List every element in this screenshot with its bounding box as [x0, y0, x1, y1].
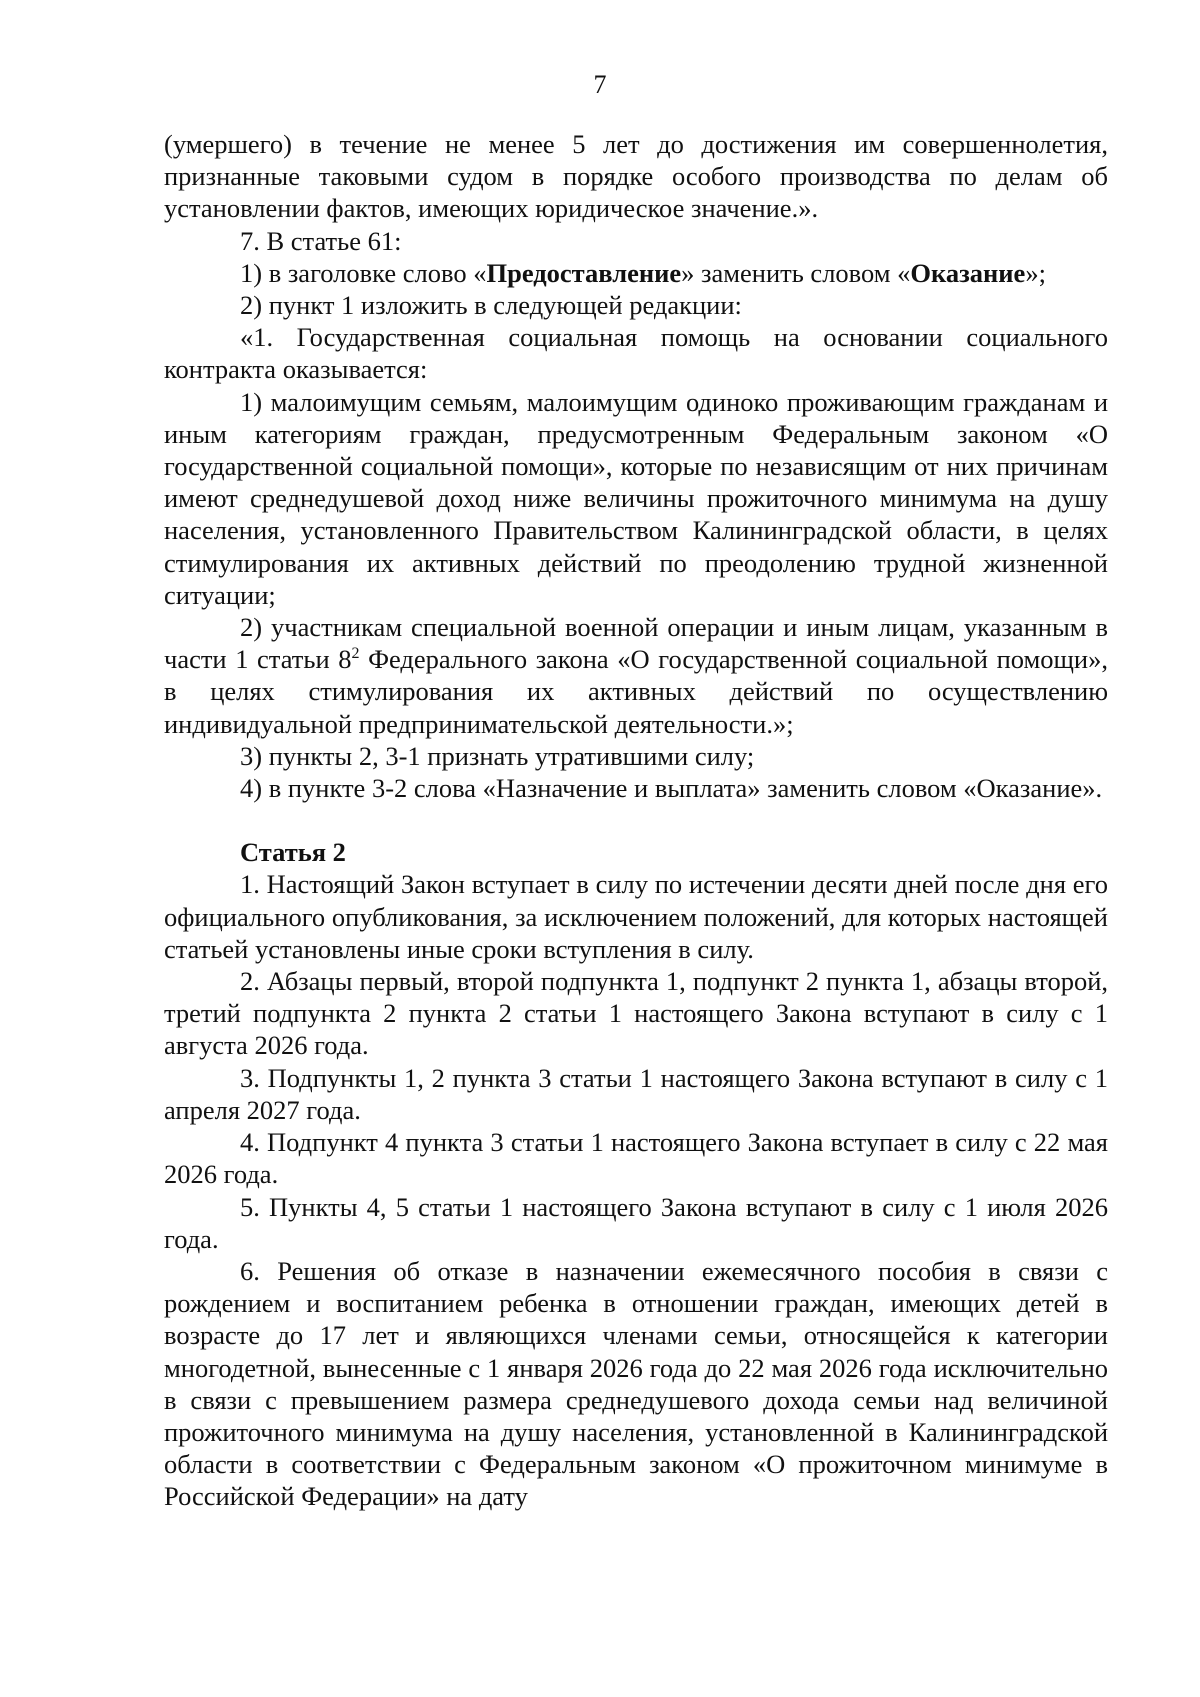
text-run: » заменить словом «: [681, 257, 911, 288]
paragraph-continuation: (умершего) в течение не менее 5 лет до достижения им совершеннолетия, признанные таковыми судом в порядке особого производства по делам об установлении фактов, имеющих юридическое значение.».: [164, 129, 1108, 224]
paragraph-article2-5: 5. Пункты 4, 5 статьи 1 настоящего Закона вступают в силу с 1 июля 2026 года.: [164, 1191, 1108, 1254]
text-run: »;: [1025, 257, 1046, 288]
bold-term-old: Предоставление: [486, 257, 682, 288]
paragraph-article2-1: 1. Настоящий Закон вступает в силу по истечении десяти дней после дня его официального опубликования, за исключением положений, для которых настоящей статьей установлены иные сроки вступления в силу.: [164, 869, 1108, 964]
paragraph-article2-4: 4. Подпункт 4 пункта 3 статьи 1 настоящего Закона вступает в силу с 22 мая 2026 года.: [164, 1127, 1108, 1190]
paragraph-quoted-1: «1. Государственная социальная помощь на основании социального контракта оказывается:: [164, 322, 1108, 385]
paragraph-subitem-3: 3) пункты 2, 3-1 признать утратившими силу;: [240, 740, 755, 771]
text-run: 1) в заголовке слово «: [240, 257, 487, 288]
page-number: 7: [593, 70, 607, 99]
text-run: Федерального закона «О государственной социальной помощи», в целях стимулирования их активных действий по осуществлению индивидуальной предпринимательской деятельности.»;: [164, 644, 1108, 739]
text-run: 2) участникам специальной военной операции и иным лицам, указанным в части 1 статьи 8: [164, 612, 1108, 675]
paragraph-subitem-1: [164, 257, 1108, 289]
paragraph-item-7: 7. В статье 61:: [240, 225, 402, 256]
article-heading: Статья 2: [240, 837, 346, 868]
document-body: [164, 128, 1108, 1513]
superscript: 2: [351, 645, 360, 663]
paragraph-quoted-1-2: [164, 611, 1108, 740]
paragraph-subitem-4: 4) в пункте 3-2 слова «Назначение и выплата» заменить словом «Оказание».: [240, 773, 1103, 804]
paragraph-article2-3: 3. Подпункты 1, 2 пункта 3 статьи 1 настоящего Закона вступают в силу с 1 апреля 2027 года.: [164, 1062, 1108, 1125]
paragraph-quoted-1-1: 1) малоимущим семьям, малоимущим одиноко проживающим гражданам и иным категориям граждан, предусмотренным Федеральным законом «О государственной социальной помощи», которые по независящим от них причинам имеют среднедушевой доход ниже величины прожиточного минимума на душу населения, установленного Правительством Калининградской области, в целях стимулирования их активных действий по преодолению трудной жизненной ситуации;: [164, 386, 1108, 610]
paragraph-article2-2: 2. Абзацы первый, второй подпункта 1, подпункт 2 пункта 1, абзацы второй, третий подпункта 2 пункта 2 статьи 1 настоящего Закона вступают в силу с 1 августа 2026 года.: [164, 966, 1108, 1061]
paragraph-subitem-2: 2) пункт 1 изложить в следующей редакции:: [240, 290, 742, 321]
paragraph-article2-6: 6. Решения об отказе в назначении ежемесячного пособия в связи с рождением и воспитанием ребенка в отношении граждан, имеющих детей в возрасте до 17 лет и являющихся членами семьи, относящейся к категории многодетной, вынесенные с 1 января 2026 года до 22 мая 2026 года исключительно в связи с превышением размера среднедушевого дохода семьи над величиной прожиточного минимума на душу населения, установленной в Калининградской области в соответствии с Федеральным законом «О прожиточном минимуме в Российской Федерации» на дату: [164, 1255, 1108, 1512]
bold-term-new: Оказание: [910, 257, 1026, 288]
